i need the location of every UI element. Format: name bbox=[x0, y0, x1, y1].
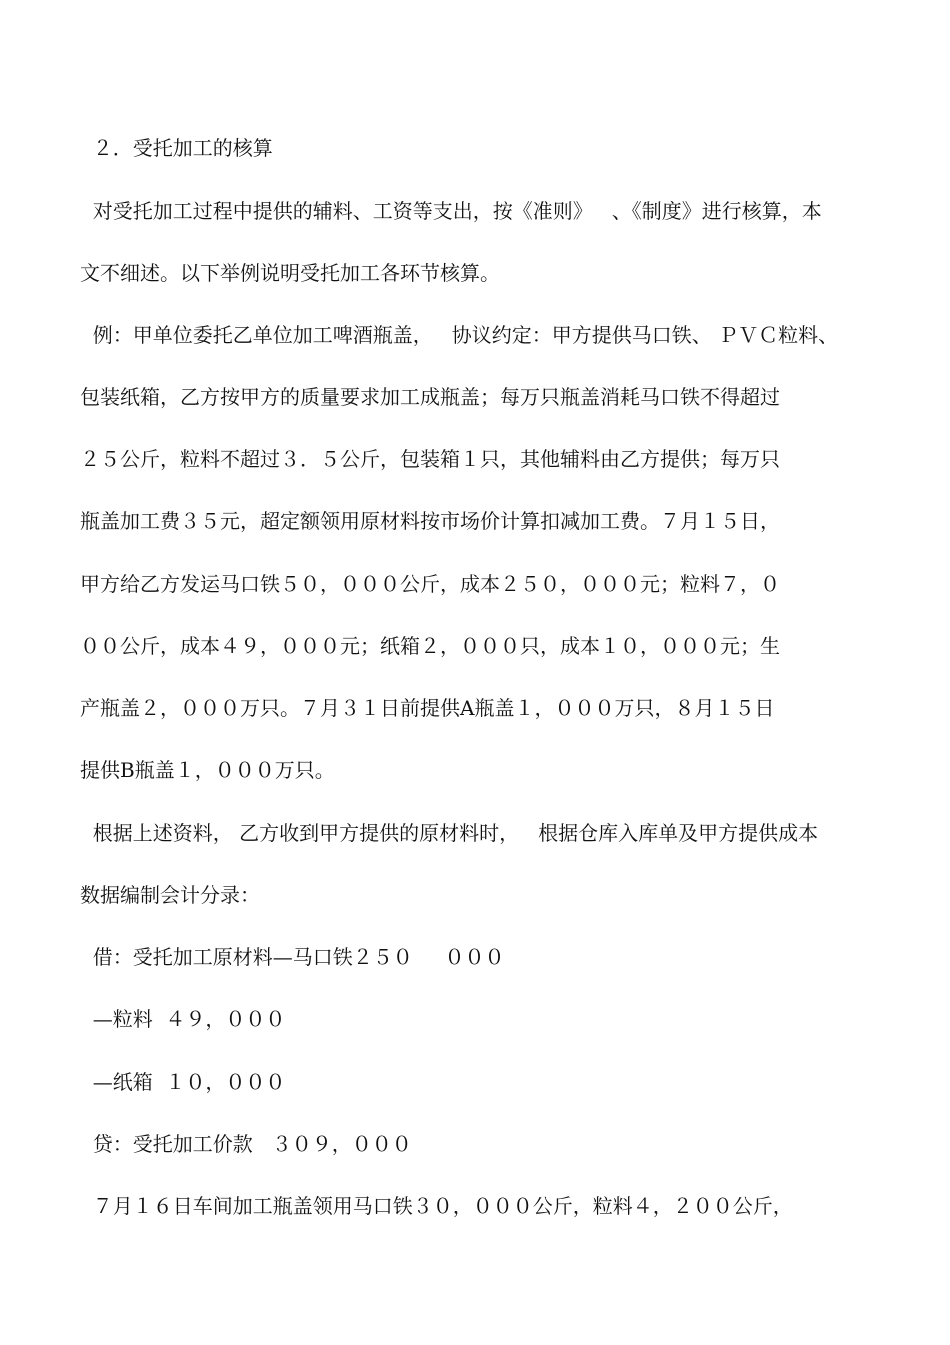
paragraph-line: 包装纸箱，乙方按甲方的质量要求加工成瓶盖；每万只瓶盖消耗马口铁不得超过 bbox=[80, 385, 780, 409]
journal-entry-line: —粒料 ４９，０００ bbox=[80, 1007, 286, 1031]
journal-entry-debit: 借：受托加工原材料—马口铁２５０ ０００ bbox=[80, 945, 505, 969]
paragraph-line: 甲方给乙方发运马口铁５０，０００公斤，成本２５０，０００元；粒料７，０ bbox=[80, 572, 780, 596]
journal-entry-line: —纸箱 １０，０００ bbox=[80, 1070, 286, 1094]
journal-entry-credit: 贷：受托加工价款 ３０９，０００ bbox=[80, 1132, 412, 1156]
paragraph-line: 例：甲单位委托乙单位加工啤酒瓶盖， 协议约定：甲方提供马口铁、 ＰＶＣ粒料、 bbox=[80, 323, 839, 347]
paragraph-line: 提供B瓶盖１，０００万只。 bbox=[80, 758, 335, 782]
paragraph-line: 根据上述资料， 乙方收到甲方提供的原材料时， 根据仓库入库单及甲方提供成本 bbox=[80, 821, 819, 845]
paragraph-line: 对受托加工过程中提供的辅料、工资等支出，按《准则》 、《制度》进行核算，本 bbox=[80, 199, 822, 223]
section-heading: ２．受托加工的核算 bbox=[80, 136, 273, 160]
paragraph-line: ００公斤，成本４９，０００元；纸箱２，０００只，成本１０，０００元；生 bbox=[80, 634, 780, 658]
paragraph-line: 文不细述。以下举例说明受托加工各环节核算。 bbox=[80, 261, 500, 285]
paragraph-line: ２５公斤，粒料不超过３．５公斤，包装箱１只，其他辅料由乙方提供；每万只 bbox=[80, 447, 780, 471]
paragraph-line: 产瓶盖２，０００万只。７月３１日前提供A瓶盖１，０００万只，８月１５日 bbox=[80, 696, 775, 720]
paragraph-line: ７月１６日车间加工瓶盖领用马口铁３０，０００公斤，粒料４，２００公斤， bbox=[80, 1194, 793, 1218]
paragraph-line: 数据编制会计分录： bbox=[80, 883, 260, 907]
paragraph-line: 瓶盖加工费３５元，超定额领用原材料按市场价计算扣减加工费。７月１５日， bbox=[80, 509, 780, 533]
